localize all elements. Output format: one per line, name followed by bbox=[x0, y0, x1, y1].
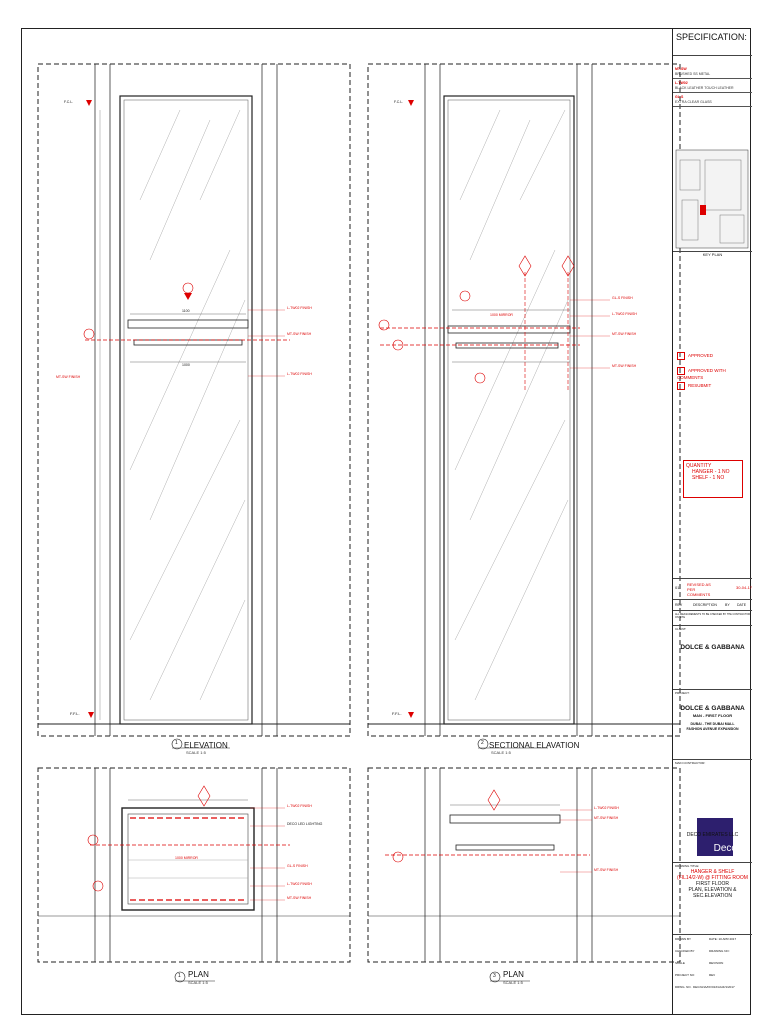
status-resubmit[interactable] bbox=[677, 382, 711, 390]
client-block bbox=[673, 625, 752, 666]
drawing-title-line4: PLAN, ELEVATION & bbox=[688, 887, 737, 893]
drawing-title-line3: FIRST FLOOR bbox=[696, 881, 729, 887]
date-header: DATE bbox=[737, 603, 747, 607]
meta-grid bbox=[673, 934, 752, 1016]
quantity-shelf: SHELF - 1 NO bbox=[692, 475, 725, 481]
ltw-finish-elev: L-TW02 FINISH bbox=[287, 306, 312, 310]
resubmit-label: RESUBMIT bbox=[688, 383, 712, 389]
spec-header bbox=[673, 28, 752, 56]
mt-finish-plan2-2: MT-SW FINISH bbox=[594, 868, 619, 872]
drawing-title-line2: (FIL14/2-W) @ FITTING ROOM bbox=[677, 875, 748, 881]
status-approved[interactable] bbox=[677, 352, 713, 360]
by-header: BY bbox=[725, 603, 730, 607]
contractor-name: DECO EMIRATES LLC bbox=[686, 832, 739, 838]
mt-finish-sec-2: MT-SW FINISH bbox=[612, 364, 637, 368]
revision-date: 30-04-17 bbox=[736, 585, 753, 590]
approved-comments-label: APPROVED WITH COMMENTS bbox=[677, 368, 726, 380]
meta-revision: REVISION bbox=[709, 961, 724, 965]
gl-finish-plan1: GL-S FINISH bbox=[287, 864, 308, 868]
mt-finish-elev: MT-SW FINISH bbox=[287, 332, 312, 336]
drawing-title-block bbox=[673, 862, 752, 913]
meta-scale: SCALE bbox=[675, 961, 685, 965]
gl-finish-sec: GL-S FINISH bbox=[612, 296, 633, 300]
ltw-finish-plan1-2: L-TW02 FINISH bbox=[287, 882, 312, 886]
revision-note: ALL MEASUREMENTS TO BE CHECKED BY THE CONTRACTOR ON SITE bbox=[675, 613, 751, 619]
drawing-title-line1: HANGER & SHELF bbox=[690, 869, 735, 875]
meta-rev: REV bbox=[709, 973, 716, 977]
resubmit-checkbox[interactable] bbox=[677, 382, 685, 390]
meta-project-no: PROJECT NO bbox=[675, 973, 695, 977]
quantity-hanger: HANGER - 1 NO bbox=[692, 469, 730, 475]
rev-header: REV bbox=[675, 603, 683, 607]
sectional-num: 2 bbox=[481, 740, 484, 746]
quantity-box bbox=[683, 460, 743, 498]
spec-desc-2: BLACK LEATHER TOUCH LEATHER bbox=[675, 86, 734, 90]
meta-drawing-no: DRAWING NO: bbox=[709, 949, 730, 953]
fcl-label-elev: F.C.L. bbox=[64, 100, 74, 104]
project-block bbox=[673, 689, 752, 750]
approved-checkbox[interactable] bbox=[677, 352, 685, 360]
ffl-label-sec: F.F.L. bbox=[392, 711, 402, 716]
fcl-label-sec: F.C.L. bbox=[394, 100, 404, 104]
spec-code-3: GL-S bbox=[675, 95, 684, 99]
dim-1100-elev: 1100 bbox=[182, 309, 190, 313]
project-label: PROJECT: bbox=[675, 691, 690, 695]
project-line1: MAN - FIRST FLOOR bbox=[692, 713, 733, 718]
ltw-finish-elev-2: L-TW02 FINISH bbox=[287, 372, 312, 376]
revision-desc: REVISED AS PER COMMENTS bbox=[687, 582, 711, 597]
ltw-finish-sec: L-TW02 FINISH bbox=[612, 312, 637, 316]
ffl-label-elev: F.F.L. bbox=[70, 711, 80, 716]
ltw-finish-plan2: L-TW02 FINISH bbox=[594, 806, 619, 810]
dim-mirror-sec: 1000 MIRROR bbox=[490, 313, 513, 317]
spec-desc-3: EXTRA CLEAR GLASS bbox=[675, 100, 712, 104]
plan2-title: PLAN bbox=[503, 970, 524, 979]
title-block bbox=[672, 28, 751, 1015]
revision-number: 01 bbox=[675, 585, 680, 590]
spec-row-3 bbox=[673, 94, 752, 107]
key-plan-label: KEY PLAN bbox=[673, 251, 752, 257]
client-label: CLIENT: bbox=[675, 627, 687, 631]
spec-code-2: L-TW02 bbox=[675, 81, 688, 85]
spec-title: SPECIFICATION: bbox=[676, 32, 747, 42]
mt-finish-sec: MT-SW FINISH bbox=[612, 332, 637, 336]
contractor-label: MAIN CONTRACTOR: bbox=[675, 761, 706, 765]
plan-view-1 bbox=[38, 768, 350, 982]
drawing-title-line5: SEC.ELEVATION bbox=[693, 893, 732, 899]
meta-checked-by: CHECKED BY bbox=[675, 949, 695, 953]
plan1-title: PLAN bbox=[188, 970, 209, 979]
elevation-scale: SCALE 1:5 bbox=[186, 750, 206, 755]
led-plan1: DECO LED LIGHTING bbox=[287, 822, 323, 826]
plan2-scale: SCALE 1:5 bbox=[503, 980, 523, 985]
desc-header: DESCRIPTION bbox=[693, 603, 717, 607]
plan-view-2 bbox=[368, 768, 680, 982]
revision-row bbox=[673, 578, 752, 600]
elevation-title: ELEVATION bbox=[184, 741, 228, 750]
sectional-title: SECTIONAL ELAVATION bbox=[489, 741, 580, 750]
client-name: DOLCE & GABBANA bbox=[680, 644, 745, 651]
status-approved-comments[interactable] bbox=[677, 367, 751, 380]
dim-mirror-plan1: 1000 MIRROR bbox=[175, 856, 198, 860]
meta-date: DATE: 10 APR 2017 bbox=[709, 937, 737, 941]
spec-row-1 bbox=[673, 66, 752, 79]
meta-dwg-no: DRWG. NO. bbox=[675, 985, 692, 989]
plan1-num: 1 bbox=[178, 973, 181, 979]
project-name: DOLCE & GABBANA bbox=[680, 705, 745, 712]
revision-headers bbox=[673, 600, 752, 611]
approved-comments-checkbox[interactable] bbox=[677, 367, 685, 375]
meta-dwg-val: DEC/GNA/FF/01/FA/HF/1/2017 bbox=[693, 985, 735, 989]
plan1-scale: SCALE 1:5 bbox=[188, 980, 208, 985]
ltw-finish-plan1: L-TW02 FINISH bbox=[287, 804, 312, 808]
elevation-view bbox=[38, 64, 350, 749]
mt-finish-plan1: MT-SW FINISH bbox=[287, 896, 312, 900]
mt-finish-plan2: MT-SW FINISH bbox=[594, 816, 619, 820]
spec-code-1: MT-SW bbox=[675, 67, 687, 71]
drawing-title-label: DRAWING TITLE: bbox=[675, 864, 700, 868]
dim-1000-elev: 1000 bbox=[182, 363, 190, 367]
deco-logo-text: Deco bbox=[713, 843, 737, 854]
spec-row-2 bbox=[673, 80, 752, 93]
quantity-title: QUANTITY bbox=[686, 463, 712, 469]
approved-label: APPROVED bbox=[688, 353, 714, 359]
mt-finish-elev-left: MT-SW FINISH bbox=[56, 375, 81, 379]
plan2-num: 3 bbox=[493, 973, 496, 979]
elevation-num: 1 bbox=[175, 740, 178, 746]
project-line2: DUBAI - THE DUBAI MALL bbox=[690, 722, 735, 726]
meta-drawn-by: DRAWN BY bbox=[675, 937, 692, 941]
sectional-scale: SCALE 1:5 bbox=[491, 750, 511, 755]
project-line3: FASHION AVENUE EXPANSION bbox=[686, 727, 739, 731]
spec-desc-1: BRUSHED SS METAL bbox=[675, 72, 711, 76]
